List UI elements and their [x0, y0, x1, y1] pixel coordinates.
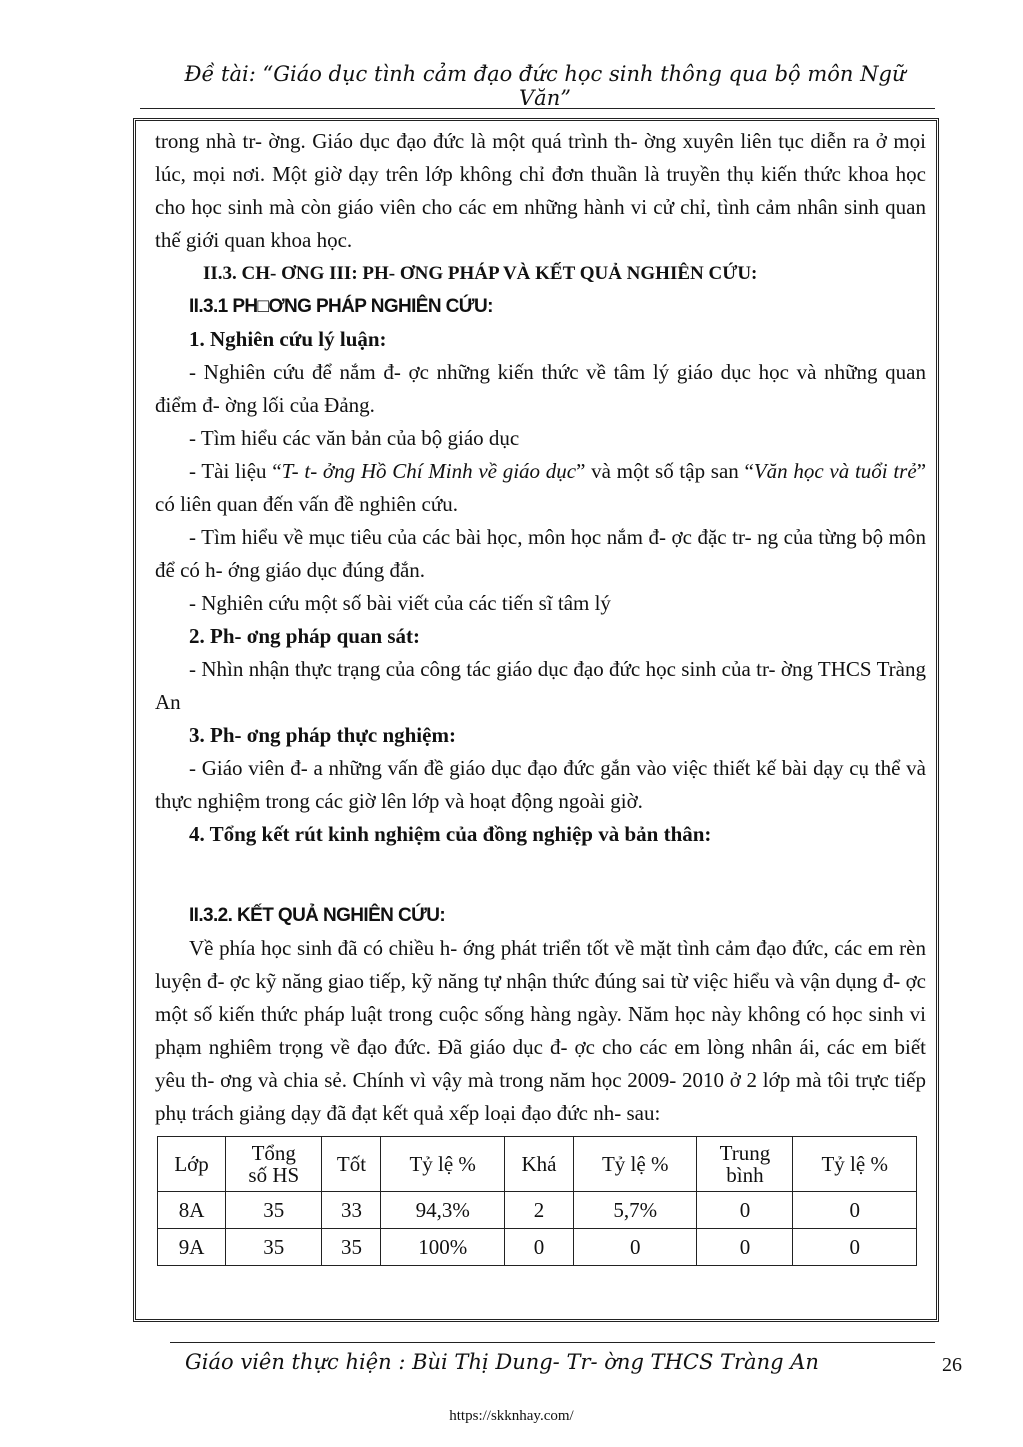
- header-cell-fair-rate: Tỷ lệ %: [574, 1137, 697, 1192]
- header-cell-class: Lớp: [158, 1137, 226, 1192]
- method-1-paragraph-4: - Tìm hiểu về mục tiêu của các bài học, môn học nắm đ- ợc đặc tr- ng của từng bộ môn để có h- ớng giáo dục đúng đắn.: [155, 525, 926, 582]
- method-3-paragraph: - Giáo viên đ- a những vấn đề giáo dục đạo đức gắn vào việc thiết kế bài dạy cụ thể và thực nghiệm trong các giờ lên lớp và hoạt động ngoài giờ.: [155, 756, 926, 813]
- footer-divider: [170, 1342, 935, 1343]
- cell-good: 35: [322, 1229, 381, 1266]
- method-2-heading: 2. Ph- ơng pháp quan sát:: [189, 624, 421, 648]
- results-paragraph: Về phía học sinh đã có chiều h- ớng phát triển tốt về mặt tình cảm đạo đức, các em rèn luyện đ- ợc kỹ năng giao tiếp, kỹ năng tự nhận thức đúng sai từ việc hiểu và vận dụng đ- ợc một số kiến thức pháp luật trong cuộc sống hàng ngày. Năm học này không có học sinh vi phạm nghiêm trọng về đạo đức. Đã giáo dục đ- ợc cho các em lòng nhân ái, các em biết yêu th- ơng và chia sẻ. Chính vì vậy mà trong năm học 2009- 2010 ở 2 lớp mà tôi trực tiếp phụ trách giảng dạy đã đạt kết quả xếp loại đạo đức nh- sau:: [155, 936, 926, 1125]
- method-3-heading: 3. Ph- ơng pháp thực nghiệm:: [189, 723, 456, 747]
- chapter-heading: II.3. CH- ƠNG III: PH- ƠNG PHÁP VÀ KẾT QUẢ NGHIÊN CỨU:: [203, 263, 758, 284]
- footer-author: Giáo viên thực hiện : Bùi Thị Dung- Tr- ờng THCS Tràng An: [185, 1350, 819, 1374]
- cell-total: 35: [226, 1192, 322, 1229]
- results-table: [157, 1136, 917, 1266]
- cell-average-rate: 0: [793, 1192, 917, 1229]
- document-header: Đề tài: “Giáo dục tình cảm đạo đức học sinh thông qua bộ môn Ngữ Văn”: [184, 62, 906, 110]
- table-row: [158, 1192, 917, 1229]
- italic-title: Văn học và tuổi trẻ: [753, 459, 917, 483]
- cell-fair-rate: 0: [574, 1229, 697, 1266]
- header-cell-good: Tốt: [322, 1137, 381, 1192]
- cell-class: 9A: [158, 1229, 226, 1266]
- header-text: bình: [726, 1163, 764, 1187]
- header-text: Trung: [719, 1141, 771, 1165]
- method-2-paragraph: - Nhìn nhận thực trạng của công tác giáo dục đạo đức học sinh của tr- ờng THCS Tràng An: [155, 657, 926, 714]
- header-cell-average: [697, 1137, 793, 1192]
- source-url[interactable]: https://skknhay.com/: [449, 1408, 574, 1424]
- header-cell-total: [226, 1137, 322, 1192]
- cell-good: 33: [322, 1192, 381, 1229]
- document-body: [155, 125, 926, 1266]
- italic-title: T- t- ởng Hồ Chí Minh về giáo dục: [281, 459, 577, 483]
- cell-class: 8A: [158, 1192, 226, 1229]
- intro-paragraph: trong nhà tr- ờng. Giáo dục đạo đức là một quá trình th- ờng xuyên liên tục diễn ra ở mọi lúc, mọi nơi. Một giờ dạy trên lớp không chỉ đơn thuần là truyền thụ kiến thức khoa học cho học sinh mà còn giáo viên cho các em những hành vi cử chỉ, tình cảm nhân sinh quan thế giới quan khoa học.: [155, 129, 926, 252]
- page-number: 26: [942, 1354, 962, 1376]
- cell-average: 0: [697, 1229, 793, 1266]
- table-row: [158, 1229, 917, 1266]
- method-1-paragraph-1: - Nghiên cứu để nắm đ- ợc những kiến thức về tâm lý giáo dục học và những quan điểm đ- ờng lối của Đảng.: [155, 360, 926, 417]
- cell-good-rate: 94,3%: [381, 1192, 504, 1229]
- header-cell-good-rate: Tỷ lệ %: [381, 1137, 504, 1192]
- method-1-paragraph-3: [155, 455, 926, 521]
- header-text: số HS: [248, 1163, 300, 1187]
- method-1-heading: 1. Nghiên cứu lý luận:: [189, 327, 387, 351]
- method-4-heading: 4. Tổng kết rút kinh nghiệm của đồng nghiệp và bản thân:: [189, 822, 712, 846]
- cell-fair: 2: [504, 1192, 573, 1229]
- method-1-paragraph-5: - Nghiên cứu một số bài viết của các tiến sĩ tâm lý: [189, 591, 611, 615]
- text-run: ” có liên quan đến vấn đề nghiên cứu.: [155, 459, 927, 516]
- section-2-heading: II.3.2. KẾT QUẢ NGHIÊN CỨU:: [189, 905, 446, 926]
- section-1-heading: II.3.1 PH□ƠNG PHÁP NGHIÊN CỨU:: [189, 296, 493, 317]
- method-1-paragraph-2: - Tìm hiểu các văn bản của bộ giáo dục: [189, 426, 520, 450]
- text-run: - Tài liệu “: [189, 459, 282, 483]
- spacer: [155, 851, 926, 899]
- cell-average-rate: 0: [793, 1229, 917, 1266]
- header-cell-fair: Khá: [504, 1137, 573, 1192]
- cell-fair-rate: 5,7%: [574, 1192, 697, 1229]
- header-divider: [140, 108, 935, 109]
- cell-fair: 0: [504, 1229, 573, 1266]
- cell-good-rate: 100%: [381, 1229, 504, 1266]
- header-cell-average-rate: Tỷ lệ %: [793, 1137, 917, 1192]
- cell-average: 0: [697, 1192, 793, 1229]
- table-header-row: [158, 1137, 917, 1192]
- header-text: Tổng: [251, 1141, 296, 1165]
- cell-total: 35: [226, 1229, 322, 1266]
- text-run: ” và một số tập san “: [576, 459, 754, 483]
